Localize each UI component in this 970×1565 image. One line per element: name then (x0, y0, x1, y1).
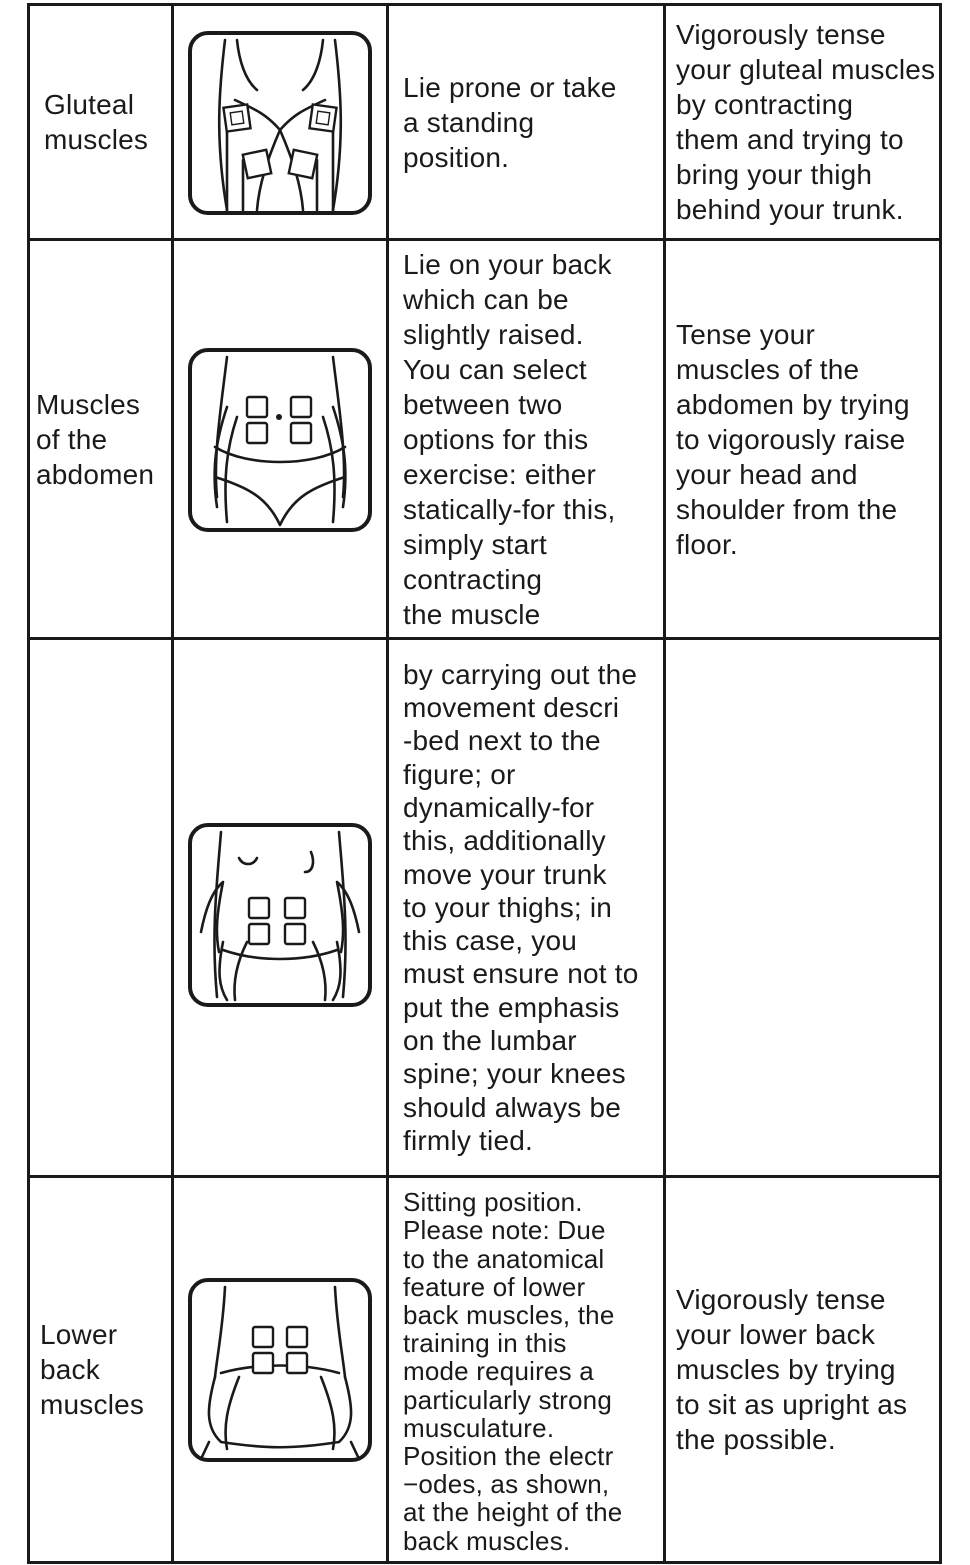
table-row (36, 640, 171, 1175)
table-row (676, 241, 938, 637)
exercise-instructions: Vigorously tense your gluteal muscles by contracting them and trying to bring your thigh behind your trunk. (676, 19, 936, 225)
column-divider (171, 4, 174, 1563)
table-row (403, 1182, 663, 1561)
table-row (403, 640, 663, 1175)
gluteal-electrode-figure (187, 30, 373, 221)
table-row (676, 6, 938, 238)
muscle-group-label: Muscles of the abdomen (36, 388, 155, 490)
abdomen-electrode-figure (187, 347, 373, 538)
position-instructions: Lie on your back which can be slightly raised. You can select between two options for this exercise: either statically-for this, simply start contracting the muscle (403, 248, 616, 630)
position-instructions: by carrying out the movement descri -bed next to the figure; or dynamically-for this, additionally move your trunk to your thighs; in this case, you must ensure not to put the emphasis on the lumbar spine; your knees should always be firmly tied. (403, 658, 639, 1156)
table-border-right (939, 4, 942, 1563)
table-row (40, 1178, 171, 1561)
muscle-group-label: Lower back muscles (40, 1319, 145, 1420)
table-row (403, 241, 663, 637)
exercise-instructions: Tense your muscles of the abdomen by trying to vigorously raise your head and shoulder from the floor. (676, 318, 910, 560)
table-row (44, 6, 171, 238)
table-row (676, 640, 938, 1175)
abdomen-sides-electrode-figure (187, 822, 373, 1013)
muscle-group-label: Gluteal muscles (44, 89, 149, 155)
lower-back-electrode-figure (187, 1277, 373, 1468)
exercise-instructions: Vigorously tense your lower back muscles by trying to sit as upright as the possible. (676, 1284, 908, 1455)
table-border-bottom (27, 1561, 942, 1564)
position-instructions: Sitting position. Please note: Due to the anatomical feature of lower back muscles, the training in this mode requires a particularly strong musculature. Position the electr −odes, as shown, at the height of the back muscles. (403, 1187, 623, 1556)
column-divider (663, 4, 666, 1563)
table-row (403, 6, 663, 238)
position-instructions: Lie prone or take a standing position. (403, 71, 617, 173)
column-divider (386, 4, 389, 1563)
table-row (676, 1178, 938, 1561)
table-row (36, 241, 171, 637)
table-border-left (27, 4, 30, 1563)
